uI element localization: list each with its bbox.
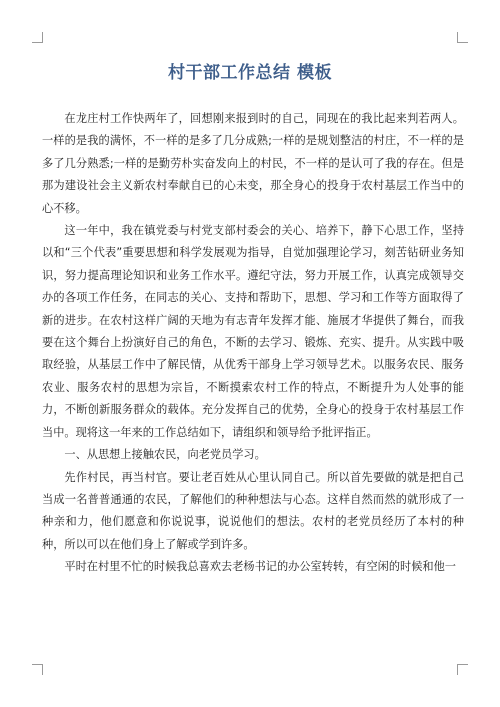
crop-mark-bottom-left — [32, 664, 43, 675]
document-body — [42, 108, 464, 579]
paragraph: 这一年中，我在镇党委与村党支部村委会的关心、培养下，静下心思工作，坚持以和“三个代表”重要思想和科学发展观为指导，自觉加强理论学习，刻苦钻研业务知识，努力提高理论知识和业务工作水平。遵纪守法，努力开展工作，认真完成领导交办的各项工作任务，在同志的关心、支持和帮助下，思想、学习和工作等方面取得了新的进步。在农村这样广阔的天地为有志青年发挥才能、施展才华提供了舞台，而我要在这个舞台上扮演好自己的角色，不断的去学习、锻炼、充实、提升。从实践中吸取经验，从基层工作中了解民情，从优秀干部身上学习领导艺术。以服务农民、服务农业、服务农村的思想为宗旨，不断摸索农村工作的特点，不断提升为人处事的能力，不断创新服务群众的载体。充分发挥自己的优势，全身心的投身于农村基层工作当中。现将这一年来的工作总结如下，请组织和领导给予批评指正。 — [42, 224, 464, 439]
document-title: 村干部工作总结 模板 — [168, 63, 332, 83]
paragraph: 平时在村里不忙的时候我总喜欢去老杨书记的办公室转转，有空闲的时候和他一 — [64, 560, 456, 574]
crop-mark-top-left — [32, 32, 43, 43]
crop-mark-bottom-right — [457, 664, 468, 675]
section-heading: 一、从思想上接触农民，向老党员学习。 — [64, 448, 266, 462]
paragraph: 在龙庄村工作快两年了，回想刚来报到时的自己，同现在的我比起来判若两人。一样的是我的满怀，不一样的是多了几分成熟;一样的是规划整洁的村庄，不一样的是多了几分熟悉;一样的是勤劳朴实奋发向上的村民，不一样的是认可了我的存在。但是那为建设社会主义新农村奉献自已的心未变，那全身心的投身于农村基层工作当中的心不移。 — [42, 112, 464, 215]
paragraph: 先作村民，再当村官。要让老百姓从心里认同自己。所以首先要做的就是把自己当成一名普普通通的农民，了解他们的种种想法与心态。这样自然而然的就形成了一种亲和力，他们愿意和你说说事，说说他们的想法。农村的老党员经历了本村的种种，所以可以在他们身上了解或学到许多。 — [42, 470, 464, 551]
crop-mark-top-right — [457, 32, 468, 43]
